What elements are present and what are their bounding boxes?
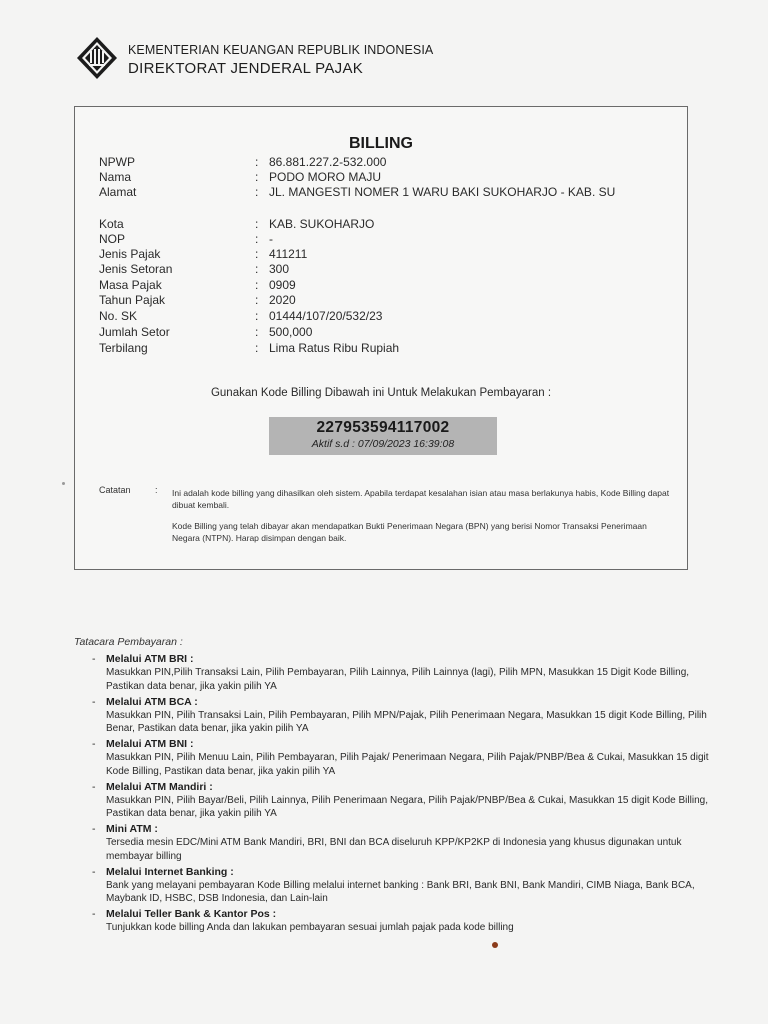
method-title: Mini ATM : (106, 823, 158, 835)
field-label: NOP (99, 232, 126, 246)
field-label: No. SK (99, 309, 138, 323)
field-label: Terbilang (99, 341, 148, 355)
method-description: Masukkan PIN, Pilih Bayar/Beli, Pilih Lainnya, Pilih Penerimaan Negara, Pilih Pajak/PNBP/Bea & Cukai, Masukkan 15 digit Kode Billing, Pastikan data benar, jika yakin pilih YA (106, 794, 708, 819)
billing-panel (74, 106, 688, 570)
field-value: 411211 (269, 247, 308, 261)
method-title: Melalui ATM BCA : (106, 695, 198, 708)
field-separator: : (255, 325, 259, 339)
payment-method-internet-banking: - Melalui Internet Banking : Bank yang melayani pembayaran Kode Billing melalui internet banking : Bank BRI, Bank BNI, Bank Mandiri, CIMB Niaga, Bank BCA, Maybank ID, HSBC, DSB Indonesia, dan Lain-lain (92, 865, 712, 906)
billing-code-box (269, 417, 497, 455)
field-value: PODO MORO MAJU (269, 170, 382, 184)
method-description: Tunjukkan kode billing Anda dan lakukan pembayaran sesuai jumlah pajak pada kode billing (106, 922, 514, 933)
field-label: Kota (99, 217, 124, 231)
ministry-emblem-logo (76, 36, 118, 80)
field-label: Tahun Pajak (99, 293, 166, 307)
method-description: Masukkan PIN, Pilih Menuu Lain, Pilih Pembayaran, Pilih Pajak/ Penerimaan Negara, Pilih Pajak/PNBP/Bea & Cukai, Masukkan 15 digit Kode Billing, Pastikan data benar, jika yakin pilih YA (106, 752, 709, 777)
field-separator: : (255, 262, 259, 276)
field-value: 01444/107/20/532/23 (269, 309, 383, 323)
directorate-name: DIREKTORAT JENDERAL PAJAK (128, 60, 364, 77)
field-label: Jenis Pajak (99, 247, 161, 261)
field-separator: : (255, 155, 259, 169)
note-label: Catatan (99, 485, 131, 495)
method-title: Melalui ATM BNI : (106, 738, 194, 750)
field-value: KAB. SUKOHARJO (269, 217, 375, 231)
ink-spot (492, 942, 498, 948)
payment-method-teller-kantor-pos: - Melalui Teller Bank & Kantor Pos : Tunjukkan kode billing Anda dan lakukan pembayaran sesuai jumlah pajak pada kode billing (92, 907, 712, 935)
field-separator: : (255, 293, 259, 307)
field-value: 2020 (269, 293, 296, 307)
method-description: Masukkan PIN, Pilih Transaksi Lain, Pilih Pembayaran, Pilih MPN/Pajak, Pilih Penerimaan Negara, Masukkan 15 digit Kode Billing, Pilih Benar, Pastikan data benar, jika yakin pilih YA (106, 709, 707, 734)
method-description: Tersedia mesin EDC/Mini ATM Bank Mandiri, BRI, BNI dan BCA diseluruh KPP/KP2KP di Indonesia yang khusus digunakan untuk membayar billing (106, 837, 682, 862)
field-separator: : (255, 185, 259, 199)
field-value: JL. MANGESTI NOMER 1 WARU BAKI SUKOHARJO - KAB. SU (269, 185, 616, 199)
field-value: 0909 (269, 278, 296, 292)
payment-instruction: Gunakan Kode Billing Dibawah ini Untuk Melakukan Pembayaran : (210, 387, 552, 399)
field-label: Masa Pajak (99, 278, 162, 292)
method-title: Melalui Internet Banking : (106, 865, 234, 878)
method-description: Bank yang melayani pembayaran Kode Billing melalui internet banking : Bank BRI, Bank BNI, Bank Mandiri, CIMB Niaga, Bank BCA, Maybank ID, HSBC, DSB Indonesia, dan Lain-lain (106, 879, 695, 904)
field-separator: : (255, 217, 259, 231)
field-value: 86.881.227.2-532.000 (269, 155, 387, 169)
field-label: Jenis Setoran (99, 262, 173, 276)
note-text: Kode Billing yang telah dibayar akan mendapatkan Bukti Penerimaan Negara (BPN) yang berisi Nomor Transaksi Penerimaan Negara (NTPN). Harap disimpan dengan baik. (172, 521, 647, 543)
payment-method-atm-mandiri: - Melalui ATM Mandiri : Masukkan PIN, Pilih Bayar/Beli, Pilih Lainnya, Pilih Penerimaan Negara, Pilih Pajak/PNBP/Bea & Cukai, Masukkan 15 digit Kode Billing, Pastikan data benar, jika yakin pilih YA (92, 780, 712, 821)
note-text: Ini adalah kode billing yang dihasilkan oleh sistem. Apabila terdapat kesalahan isian atau masa berlakunya habis, Kode Billing dapat dibuat kembali. (172, 488, 670, 510)
scan-speck (62, 482, 65, 485)
payment-method-atm-bri: - Melalui ATM BRI : Masukkan PIN,Pilih Transaksi Lain, Pilih Pembayaran, Pilih Lainnya, Pilih Lainnya (lagi), Pilih MPN, Masukkan 15 Digit Kode Billing, Pastikan data benar, jika yakin pilih YA (92, 652, 712, 693)
field-separator: : (255, 247, 259, 261)
field-separator: : (255, 170, 259, 184)
ministry-name: KEMENTERIAN KEUANGAN REPUBLIK INDONESIA (128, 43, 434, 57)
active-until: Aktif s.d : 07/09/2023 16:39:08 (311, 438, 455, 450)
payment-methods-list (92, 652, 712, 936)
field-value: 500,000 (269, 325, 313, 339)
field-label: Jumlah Setor (99, 325, 170, 339)
field-value: 300 (269, 262, 290, 276)
field-separator: : (255, 278, 259, 292)
method-title: Melalui ATM BRI : (106, 653, 194, 665)
field-value: Lima Ratus Ribu Rupiah (269, 341, 400, 355)
payment-methods-title: Tatacara Pembayaran : (74, 636, 183, 648)
field-separator: : (255, 309, 259, 323)
note-separator: : (155, 485, 158, 495)
field-value: - (269, 232, 273, 246)
field-separator: : (255, 232, 259, 246)
payment-method-mini-atm: - Mini ATM : Tersedia mesin EDC/Mini ATM Bank Mandiri, BRI, BNI dan BCA diseluruh KPP/KP2KP di Indonesia yang khusus digunakan untuk membayar billing (92, 822, 712, 863)
field-separator: : (255, 341, 259, 355)
billing-code: 227953594117002 (316, 419, 450, 436)
method-title: Melalui ATM Mandiri : (106, 780, 213, 793)
field-label: Nama (99, 170, 132, 184)
payment-method-atm-bca: - Melalui ATM BCA : Masukkan PIN, Pilih Transaksi Lain, Pilih Pembayaran, Pilih MPN/Pajak, Pilih Penerimaan Negara, Masukkan 15 digit Kode Billing, Pilih Benar, Pastikan data benar, jika yakin pilih YA (92, 695, 712, 736)
payment-method-atm-bni: - Melalui ATM BNI : Masukkan PIN, Pilih Menuu Lain, Pilih Pembayaran, Pilih Pajak/ Penerimaan Negara, Pilih Pajak/PNBP/Bea & Cukai, Masukkan 15 digit Kode Billing, Pastikan data benar, jika yakin pilih YA (92, 737, 712, 778)
method-description: Masukkan PIN,Pilih Transaksi Lain, Pilih Pembayaran, Pilih Lainnya, Pilih Lainnya (lagi), Pilih MPN, Masukkan 15 Digit Kode Billing, Pastikan data benar, jika yakin pilih YA (106, 667, 690, 692)
method-title: Melalui Teller Bank & Kantor Pos : (106, 908, 277, 920)
field-label: NPWP (99, 155, 135, 169)
billing-title: BILLING (349, 135, 413, 152)
field-label: Alamat (99, 185, 137, 199)
